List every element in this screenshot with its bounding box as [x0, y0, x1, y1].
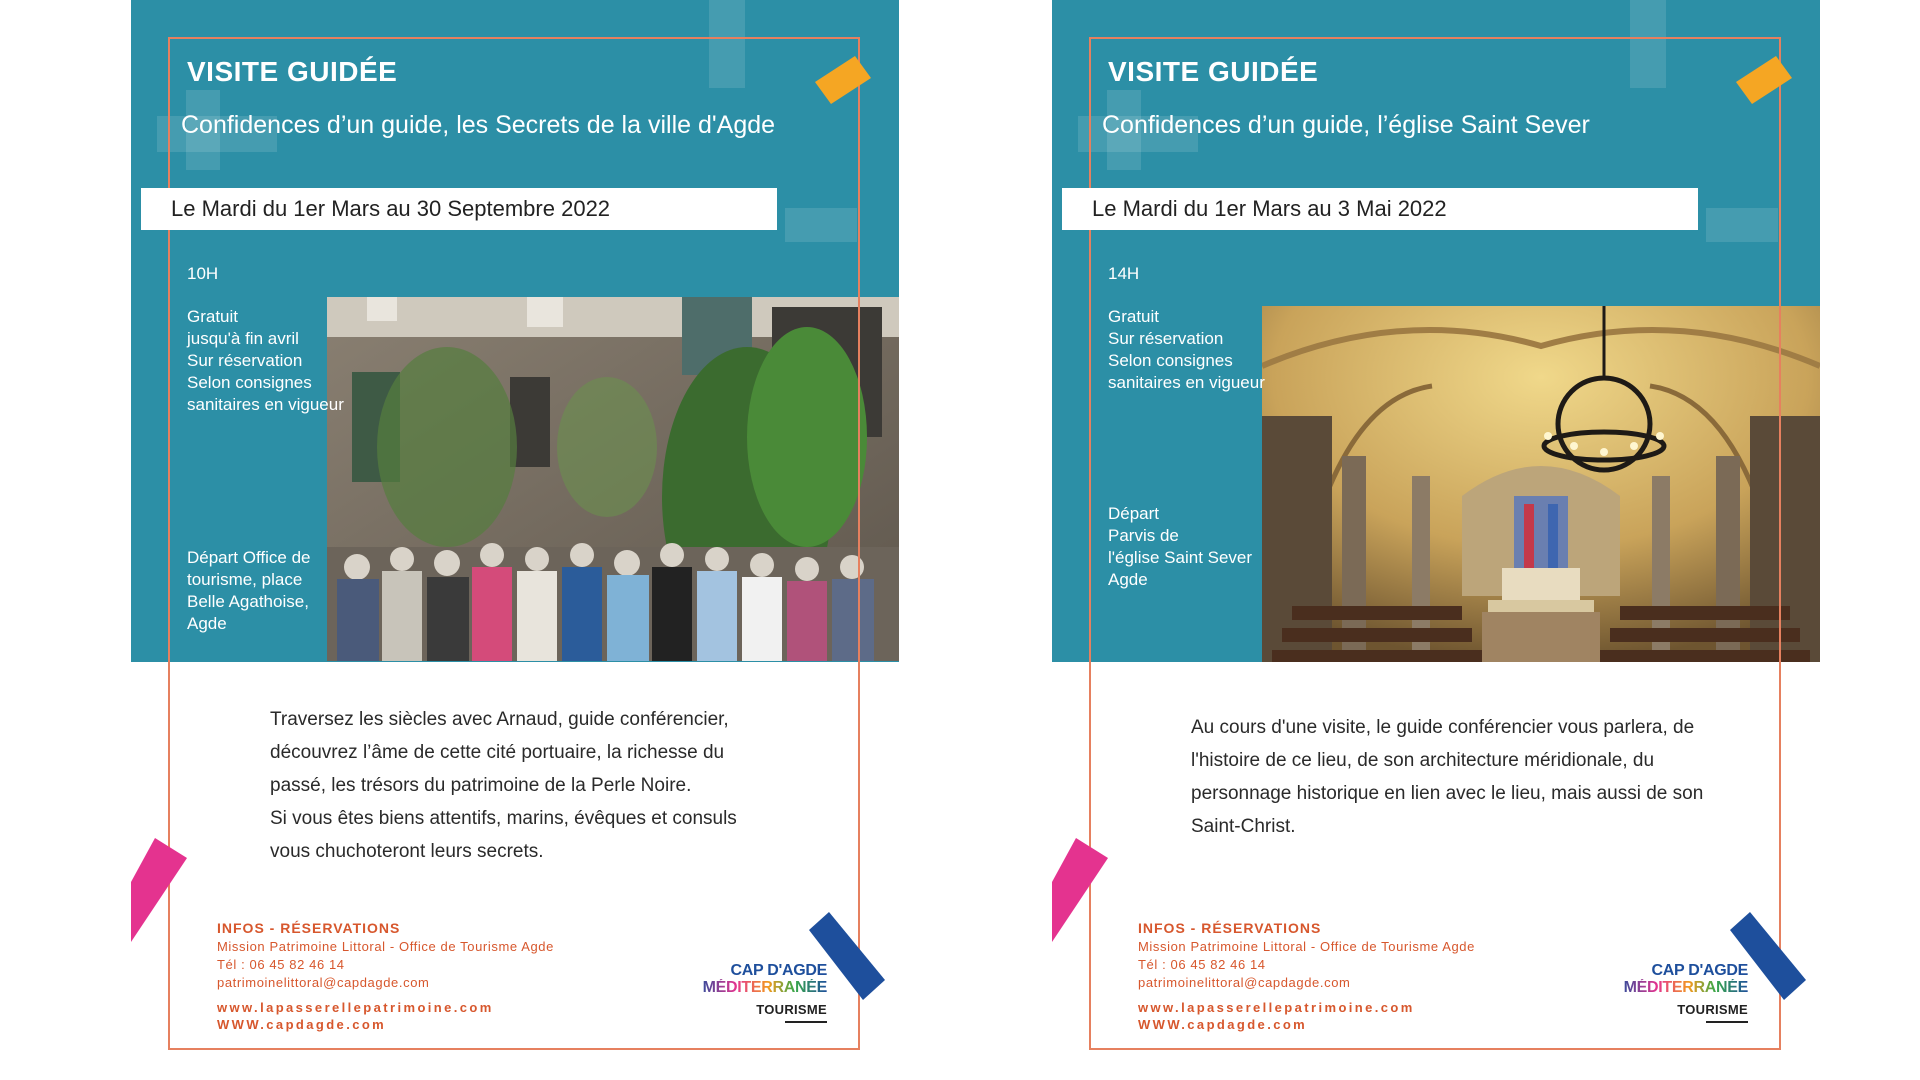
- departure-info: [187, 547, 310, 635]
- info-heading: INFOS - RÉSERVATIONS: [217, 920, 401, 936]
- price-line: Sur réservation: [1108, 329, 1224, 348]
- info-phone: Tél : 06 45 82 46 14: [217, 957, 345, 972]
- cap-agde-tourisme-logo: [1618, 962, 1748, 1023]
- church-interior-photo-icon: [1262, 306, 1820, 662]
- logo-underline: [1706, 1021, 1748, 1023]
- time-label: 10H: [187, 264, 219, 283]
- departure-line: Parvis de: [1108, 526, 1179, 545]
- price-line: Sur réservation: [187, 351, 303, 370]
- departure-line: l'église Saint Sever: [1108, 548, 1253, 567]
- date-text: Le Mardi du 1er Mars au 3 Mai 2022: [1092, 196, 1447, 221]
- description-line: vous chuchoteront leurs secrets.: [270, 841, 544, 862]
- info-website-link[interactable]: WWW.capdagde.com: [1138, 1017, 1308, 1032]
- poster-eglise-saint-sever: [1052, 0, 1820, 1080]
- departure-line: Départ Office de: [187, 548, 311, 567]
- logo-underline: [785, 1021, 827, 1023]
- description-line: l'histoire de ce lieu, de son architecture méridionale, du: [1191, 750, 1655, 771]
- orange-tab-icon: [815, 56, 875, 106]
- departure-line: Belle Agathoise,: [187, 592, 309, 611]
- price-line: Selon consignes: [187, 373, 312, 392]
- poster-title: VISITE GUIDÉE: [1108, 56, 1319, 87]
- info-organisation: Mission Patrimoine Littoral - Office de Tourisme Agde: [1138, 939, 1475, 954]
- logo-text: CAP D'AGDE: [1651, 962, 1748, 979]
- blue-tab-icon: [1730, 912, 1806, 1002]
- info-heading: INFOS - RÉSERVATIONS: [1138, 920, 1322, 936]
- description: [270, 703, 830, 868]
- info-email[interactable]: patrimoinelittoral@capdagde.com: [217, 975, 430, 990]
- info-phone: Tél : 06 45 82 46 14: [1138, 957, 1266, 972]
- description-line: Au cours d'une visite, le guide conférencier vous parlera, de: [1191, 717, 1695, 738]
- price-line: sanitaires en vigueur: [1108, 373, 1265, 392]
- departure-line: Départ: [1108, 504, 1160, 523]
- logo-text: TOURISME: [1677, 1002, 1748, 1017]
- date-banner: [1062, 188, 1698, 230]
- date-banner: [141, 188, 777, 230]
- price-info: [187, 306, 344, 416]
- time-label: 14H: [1108, 264, 1140, 283]
- guided-tour-group-photo-icon: [327, 297, 899, 661]
- departure-info: [1108, 503, 1252, 591]
- decorative-cross-bar: [709, 0, 745, 88]
- description-line: Saint-Christ.: [1191, 816, 1296, 837]
- description-line: découvrez l’âme de cette cité portuaire, la richesse du: [270, 742, 725, 763]
- info-website-link[interactable]: www.lapasserellepatrimoine.com: [1138, 1000, 1415, 1015]
- description-line: Si vous êtes biens attentifs, marins, évêques et consuls: [270, 808, 737, 829]
- pink-tab-icon: [131, 838, 187, 942]
- blue-tab-icon: [809, 912, 885, 1002]
- church-interior-photo: [1262, 306, 1820, 662]
- price-line: Gratuit: [1108, 307, 1160, 326]
- date-text: Le Mardi du 1er Mars au 30 Septembre 2022: [171, 196, 611, 221]
- poster-title: VISITE GUIDÉE: [187, 56, 398, 87]
- reservation-info: [217, 918, 554, 1033]
- poster-subtitle: Confidences d’un guide, l’église Saint Sever: [1102, 111, 1590, 139]
- info-organisation: Mission Patrimoine Littoral - Office de Tourisme Agde: [217, 939, 554, 954]
- reservation-info: [1138, 918, 1475, 1033]
- poster-saint-agde-secrets: [131, 0, 899, 1080]
- description-line: personnage historique en lien avec le lieu, mais aussi de son: [1191, 783, 1704, 804]
- description-line: passé, les trésors du patrimoine de la Perle Noire.: [270, 775, 692, 796]
- cap-agde-tourisme-logo: [697, 962, 827, 1023]
- logo-text: MÉDITERRANÉE: [697, 979, 827, 996]
- logo-text: CAP D'AGDE: [730, 962, 827, 979]
- logo-text: MÉDITERRANÉE: [1618, 979, 1748, 996]
- price-line: Gratuit: [187, 307, 239, 326]
- guided-tour-group-photo: [327, 297, 899, 661]
- departure-line: tourisme, place: [187, 570, 303, 589]
- price-line: Selon consignes: [1108, 351, 1233, 370]
- decorative-cross-bar: [785, 208, 857, 242]
- price-info: [1108, 306, 1265, 394]
- price-line: jusqu'à fin avril: [187, 329, 299, 348]
- price-line: sanitaires en vigueur: [187, 395, 344, 414]
- departure-line: Agde: [1108, 570, 1148, 589]
- departure-line: Agde: [187, 614, 227, 633]
- orange-tab-icon: [1736, 56, 1796, 106]
- description-line: Traversez les siècles avec Arnaud, guide conférencier,: [270, 709, 729, 730]
- poster-subtitle: Confidences d’un guide, les Secrets de la ville d'Agde: [181, 111, 776, 139]
- info-website-link[interactable]: www.lapasserellepatrimoine.com: [217, 1000, 494, 1015]
- info-email[interactable]: patrimoinelittoral@capdagde.com: [1138, 975, 1351, 990]
- decorative-cross-bar: [1630, 0, 1666, 88]
- info-website-link[interactable]: WWW.capdagde.com: [217, 1017, 387, 1032]
- logo-text: TOURISME: [756, 1002, 827, 1017]
- pink-tab-icon: [1052, 838, 1108, 942]
- decorative-cross-bar: [1706, 208, 1778, 242]
- description: [1191, 711, 1751, 843]
